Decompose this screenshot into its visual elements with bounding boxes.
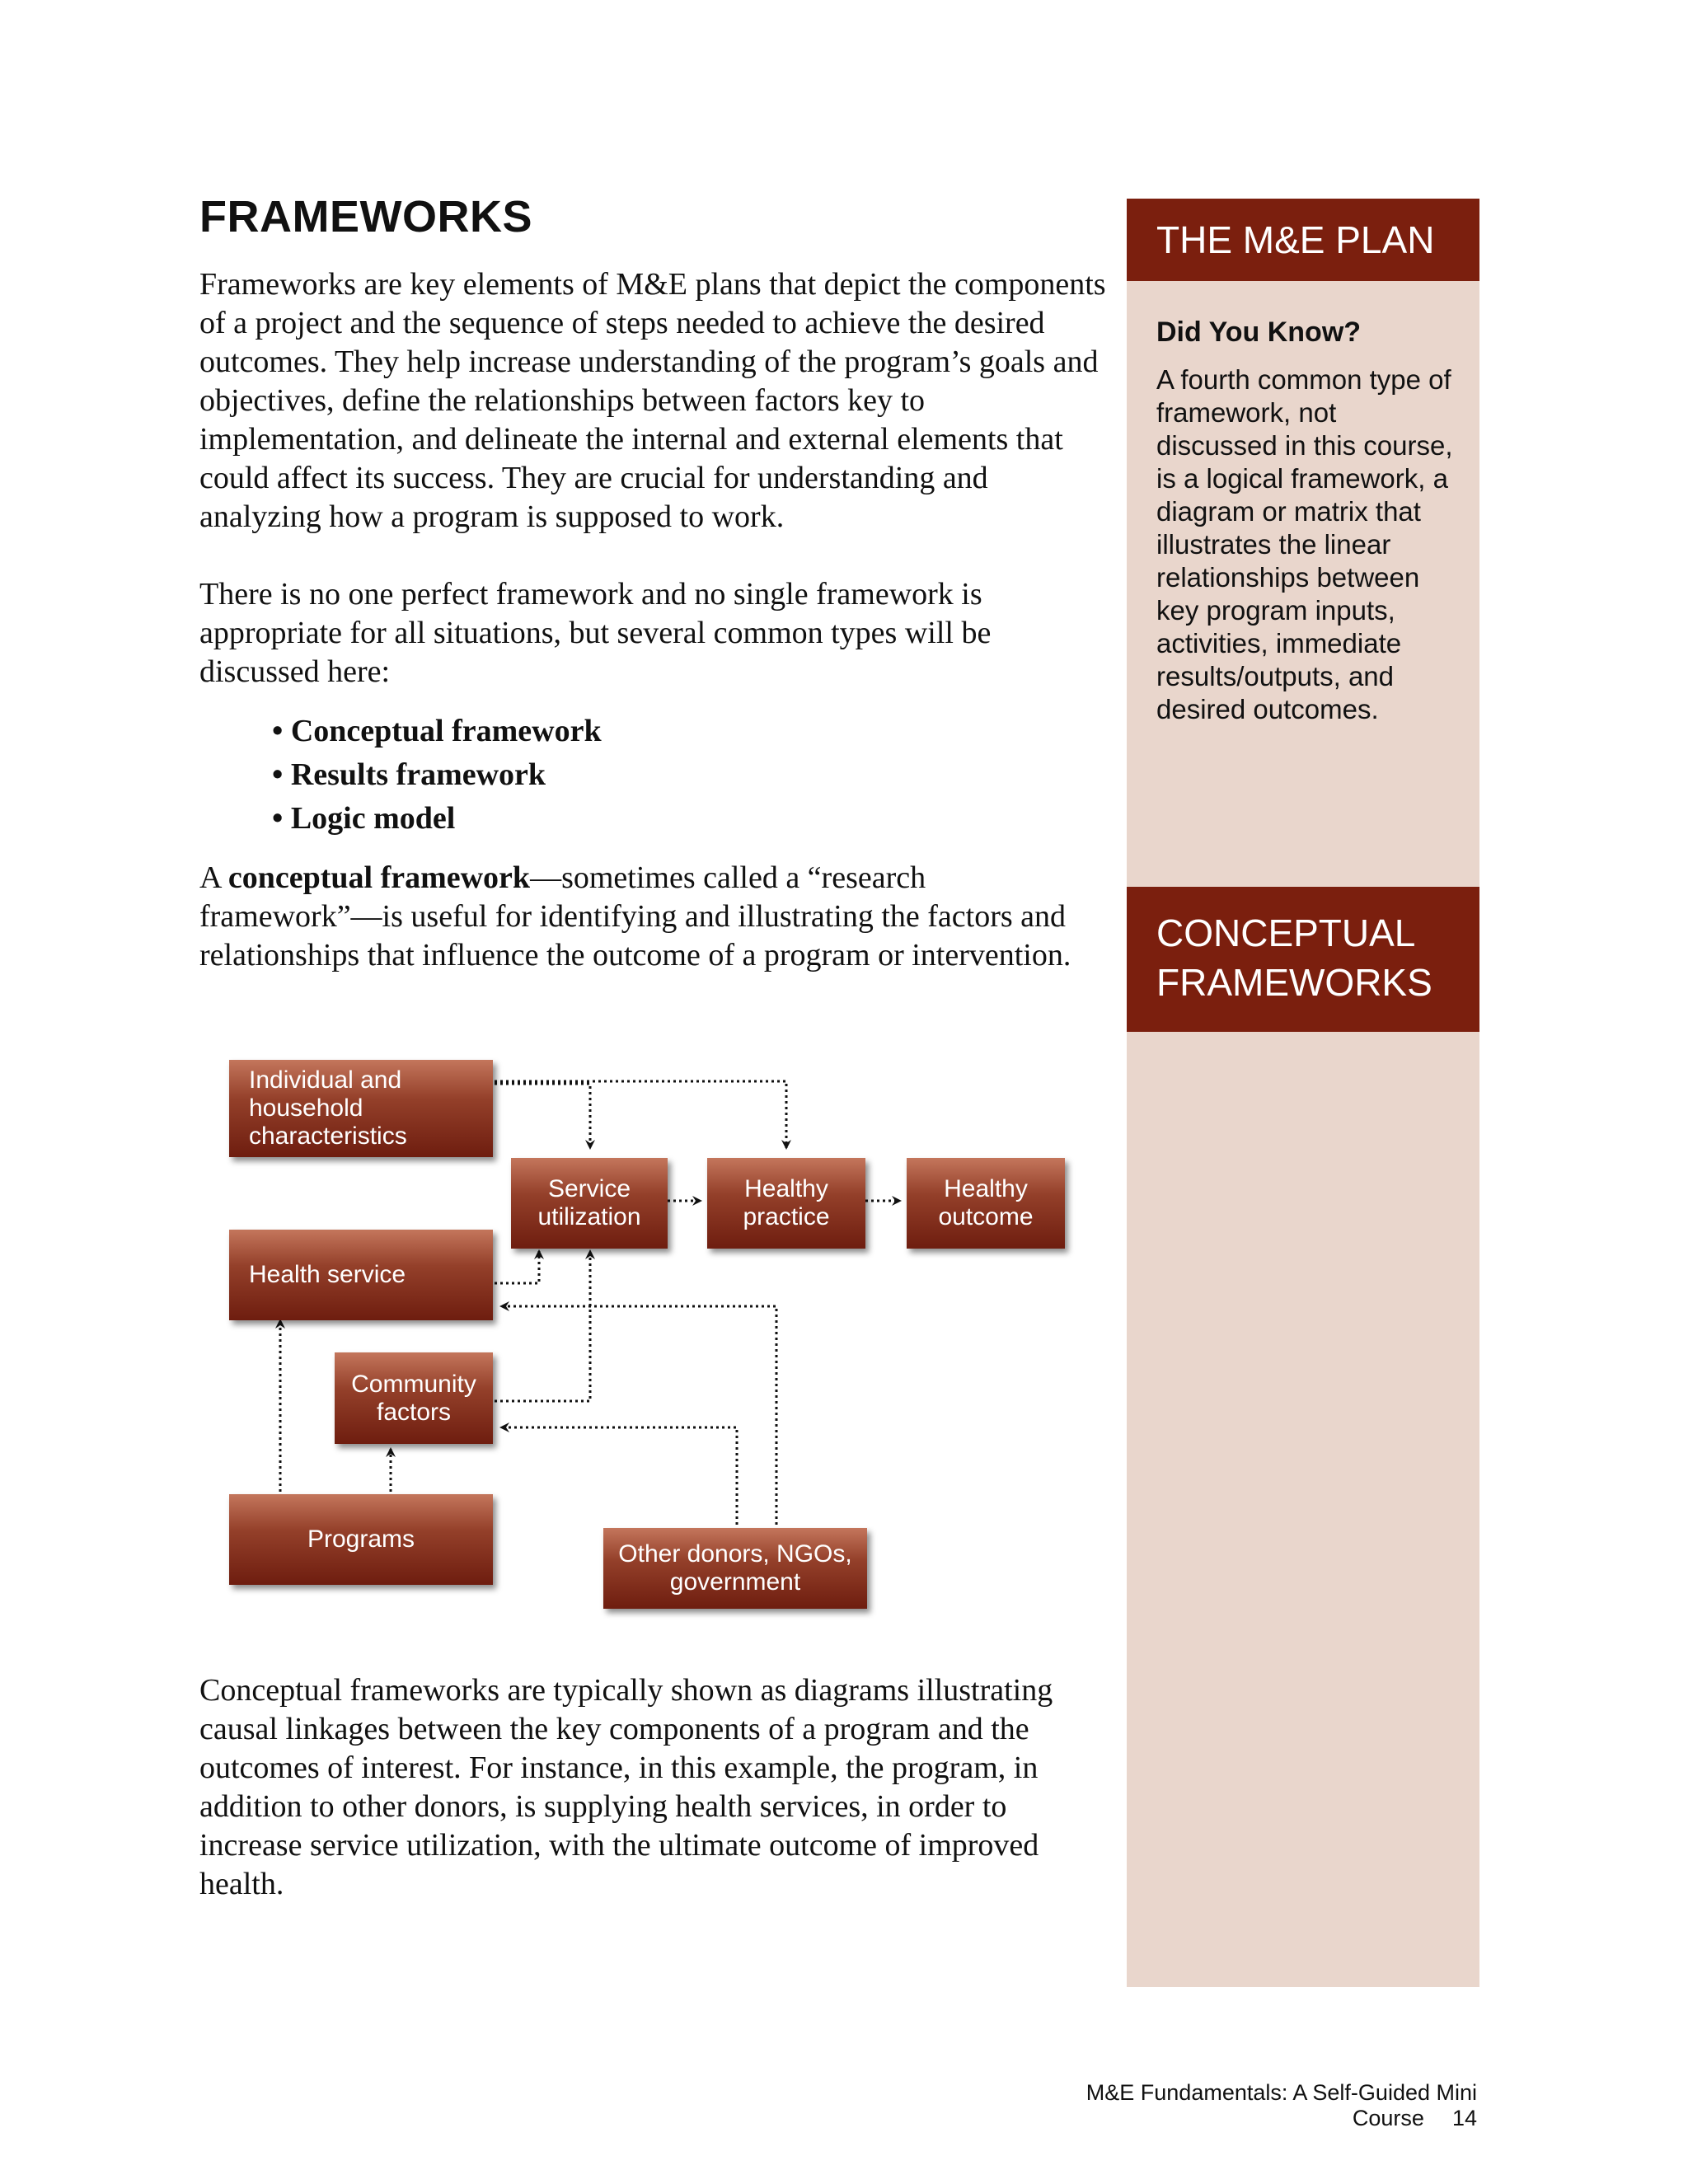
arrow-community-to-service	[495, 1251, 590, 1401]
box-label: Healthy outcome	[938, 1175, 1034, 1230]
box-other-donors	[603, 1528, 867, 1609]
definition-prefix: A	[199, 860, 228, 895]
box-programs	[229, 1494, 493, 1585]
framework-types-intro: There is no one perfect framework and no single framework is appropriate for all situations, but several common types will be discussed here:	[199, 577, 992, 689]
page-number: 14	[1451, 2106, 1477, 2130]
arrow-health-to-service	[495, 1251, 539, 1283]
did-you-know-body: A fourth common type of framework, not discussed in this course, is a logical framework, a diagram or matrix that illustrates the linear relationships between key program inputs, activities, immediate results/outputs, and desired outcomes.	[1156, 364, 1453, 724]
arrow-donors-to-community	[501, 1427, 737, 1525]
arrow-individual-to-practice	[495, 1081, 786, 1148]
list-item: • Logic model	[272, 797, 1106, 841]
main-content	[199, 191, 1106, 975]
arrow-donors-to-health	[501, 1306, 776, 1525]
box-service-utilization	[511, 1158, 668, 1249]
box-label: Healthy practice	[743, 1175, 830, 1230]
box-label: Health service	[249, 1261, 406, 1288]
box-label: Other donors, NGOs, government	[618, 1540, 852, 1596]
did-you-know-title: Did You Know?	[1156, 316, 1362, 348]
box-health-service	[229, 1230, 493, 1320]
course-title: M&E Fundamentals: A Self-Guided Mini Course	[1085, 2080, 1477, 2130]
definition-term: conceptual framework	[227, 860, 531, 895]
box-label: Service utilization	[537, 1175, 641, 1230]
conceptual-definition	[199, 859, 1106, 975]
page-footer	[956, 2080, 1477, 2131]
box-healthy-outcome	[907, 1158, 1065, 1249]
definition-rest: —sometimes called a “research framework”—is useful for identifying and illustrating the factors and relationships that influence the outcome of a program or intervention.	[199, 860, 1071, 972]
page-heading: FRAMEWORKS	[199, 192, 532, 241]
list-item: • Conceptual framework	[272, 710, 1106, 753]
sidebar-subsection-title: CONCEPTUAL FRAMEWORKS	[1127, 887, 1479, 1032]
box-individual-household	[229, 1060, 493, 1157]
box-label: Individual and household characteristics	[249, 1066, 407, 1150]
arrow-individual-to-service	[495, 1084, 590, 1148]
box-label: Community factors	[351, 1370, 476, 1426]
list-item: • Results framework	[272, 753, 1106, 797]
framework-types-list	[272, 710, 1106, 841]
intro-paragraph: Frameworks are key elements of M&E plans that depict the components of a project and the sequence of steps needed to achieve the desired outcomes. They help increase understanding of the program’s goals and objectives, define the relationships between factors key to implementation, and delineate the internal and external elements that could affect its success. They are crucial for understanding and analyzing how a program is supposed to work.	[199, 267, 1106, 534]
sidebar-section-title: THE M&E PLAN	[1127, 199, 1479, 281]
box-community-factors	[335, 1352, 493, 1444]
box-label: Programs	[307, 1526, 415, 1553]
box-healthy-practice	[707, 1158, 865, 1249]
sidebar	[1127, 199, 1479, 1987]
explanation-paragraph: Conceptual frameworks are typically shown as diagrams illustrating causal linkages between the key components of a program and the outcomes of interest. For instance, in this example, the program, in addition to other donors, is supplying health services, in order to increase service utilization, with the ultimate outcome of improved health.	[199, 1673, 1053, 1901]
conceptual-framework-diagram	[223, 1055, 1071, 1624]
